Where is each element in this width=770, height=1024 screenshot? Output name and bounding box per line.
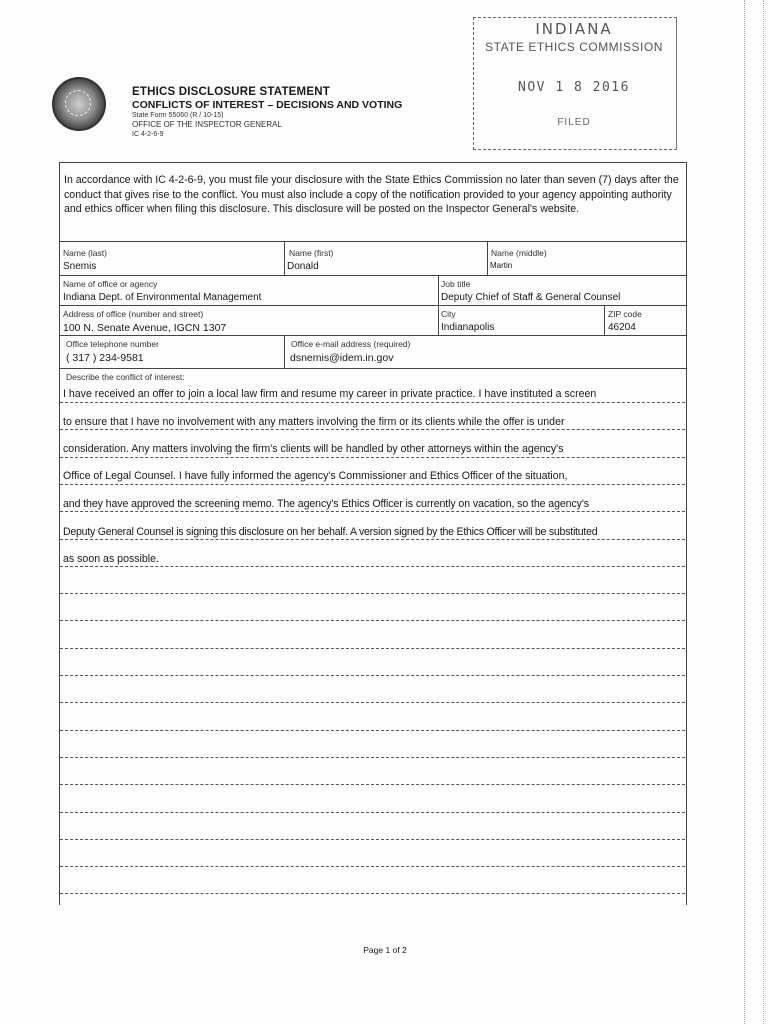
first-name-field[interactable]: Donald	[287, 261, 319, 272]
conflict-text-line[interactable]: I have received an offer to join a local law firm and resume my career in private practice. I have instituted a screen	[63, 388, 597, 400]
ruled-line	[60, 866, 685, 867]
city-label: City	[441, 309, 456, 319]
ruled-line	[60, 593, 685, 594]
email-field[interactable]: dsnemis@idem.in.gov	[290, 352, 394, 364]
statute-reference: IC 4-2-6-9	[132, 131, 164, 138]
conflict-text-line[interactable]: consideration. Any matters involving the firm's clients will be handled by other attorneys within the agency's	[63, 443, 564, 455]
agency-field[interactable]: Indiana Dept. of Environmental Management	[63, 292, 262, 303]
row-divider	[59, 241, 686, 242]
ruled-line	[60, 539, 685, 540]
column-divider	[284, 335, 285, 368]
ruled-line	[60, 429, 685, 430]
ruled-line	[60, 730, 685, 731]
row-divider	[59, 275, 686, 276]
ruled-line	[60, 812, 685, 813]
conflict-text-line[interactable]: to ensure that I have no involvement with any matters involving the firm or its clients while the offer is under	[63, 416, 565, 428]
agency-label: Name of office or agency	[63, 279, 158, 289]
stamp-state: INDIANA	[535, 20, 613, 38]
ruled-line	[60, 620, 685, 621]
job-title-field[interactable]: Deputy Chief of Staff & General Counsel	[441, 292, 621, 303]
middle-name-field[interactable]: Martin	[490, 261, 513, 270]
last-name-label: Name (last)	[63, 248, 107, 258]
column-divider	[604, 305, 605, 335]
zip-field[interactable]: 46204	[608, 322, 636, 333]
indiana-state-seal	[52, 77, 106, 131]
ruled-line	[60, 675, 685, 676]
form-title: ETHICS DISCLOSURE STATEMENT	[132, 86, 330, 98]
instructions-text: In accordance with IC 4-2-6-9, you must file your disclosure with the State Ethics Commission no later than seven (7) days after the conduct that gives rise to the conflict. You must also include a copy of the notification provided to your agency appointing authority and ethics officer when filing this disclosure. This disclosure will be posted on the Inspector General's website.	[64, 174, 679, 216]
conflict-label: Describe the conflict of interest:	[66, 372, 185, 382]
scan-edge	[744, 0, 745, 1024]
middle-name-label: Name (middle)	[491, 248, 547, 258]
ruled-line	[60, 757, 685, 758]
stamp-date: NOV 1 8 2016	[518, 80, 630, 95]
row-divider	[59, 335, 686, 336]
ruled-line	[60, 839, 685, 840]
email-label: Office e-mail address (required)	[291, 339, 411, 349]
ruled-line	[60, 648, 685, 649]
ruled-line	[60, 893, 685, 894]
page-number: Page 1 of 2	[363, 945, 407, 955]
form-number: State Form 55060 (R / 10-15)	[132, 112, 224, 119]
column-divider	[487, 241, 488, 275]
ruled-line	[60, 484, 685, 485]
conflict-text-line[interactable]: and they have approved the screening memo. The agency's Ethics Officer is currently on vacation, so the agency's	[63, 498, 589, 510]
form-subtitle: CONFLICTS OF INTEREST – DECISIONS AND VOTING	[132, 99, 403, 111]
office-name: OFFICE OF THE INSPECTOR GENERAL	[132, 120, 282, 129]
scan-edge	[763, 0, 764, 1024]
column-divider	[284, 241, 285, 275]
zip-label: ZIP code	[608, 309, 642, 319]
address-field[interactable]: 100 N. Senate Avenue, IGCN 1307	[63, 322, 227, 334]
phone-field[interactable]: ( 317 ) 234-9581	[66, 352, 144, 364]
ruled-line	[60, 402, 685, 403]
row-divider	[59, 305, 686, 306]
stamp-status: FILED	[557, 117, 591, 128]
last-name-field[interactable]: Snemis	[63, 261, 97, 272]
conflict-text-line[interactable]: Office of Legal Counsel. I have fully informed the agency's Commissioner and Ethics Officer of the situation,	[63, 470, 568, 482]
stamp-commission: STATE ETHICS COMMISSION	[485, 40, 663, 54]
job-title-label: Job title	[441, 279, 471, 289]
first-name-label: Name (first)	[289, 248, 334, 258]
row-divider	[59, 368, 686, 369]
address-label: Address of office (number and street)	[63, 309, 204, 319]
ruled-line	[60, 566, 685, 567]
city-field[interactable]: Indianapolis	[441, 322, 495, 333]
ruled-line	[60, 784, 685, 785]
phone-label: Office telephone number	[66, 339, 159, 349]
conflict-text-line[interactable]: Deputy General Counsel is signing this disclosure on her behalf. A version signed by the Ethics Officer will be substituted	[63, 526, 598, 538]
conflict-text-line[interactable]: as soon as possible.	[63, 553, 159, 565]
ruled-line	[60, 511, 685, 512]
ruled-line	[60, 457, 685, 458]
ruled-line	[60, 702, 685, 703]
